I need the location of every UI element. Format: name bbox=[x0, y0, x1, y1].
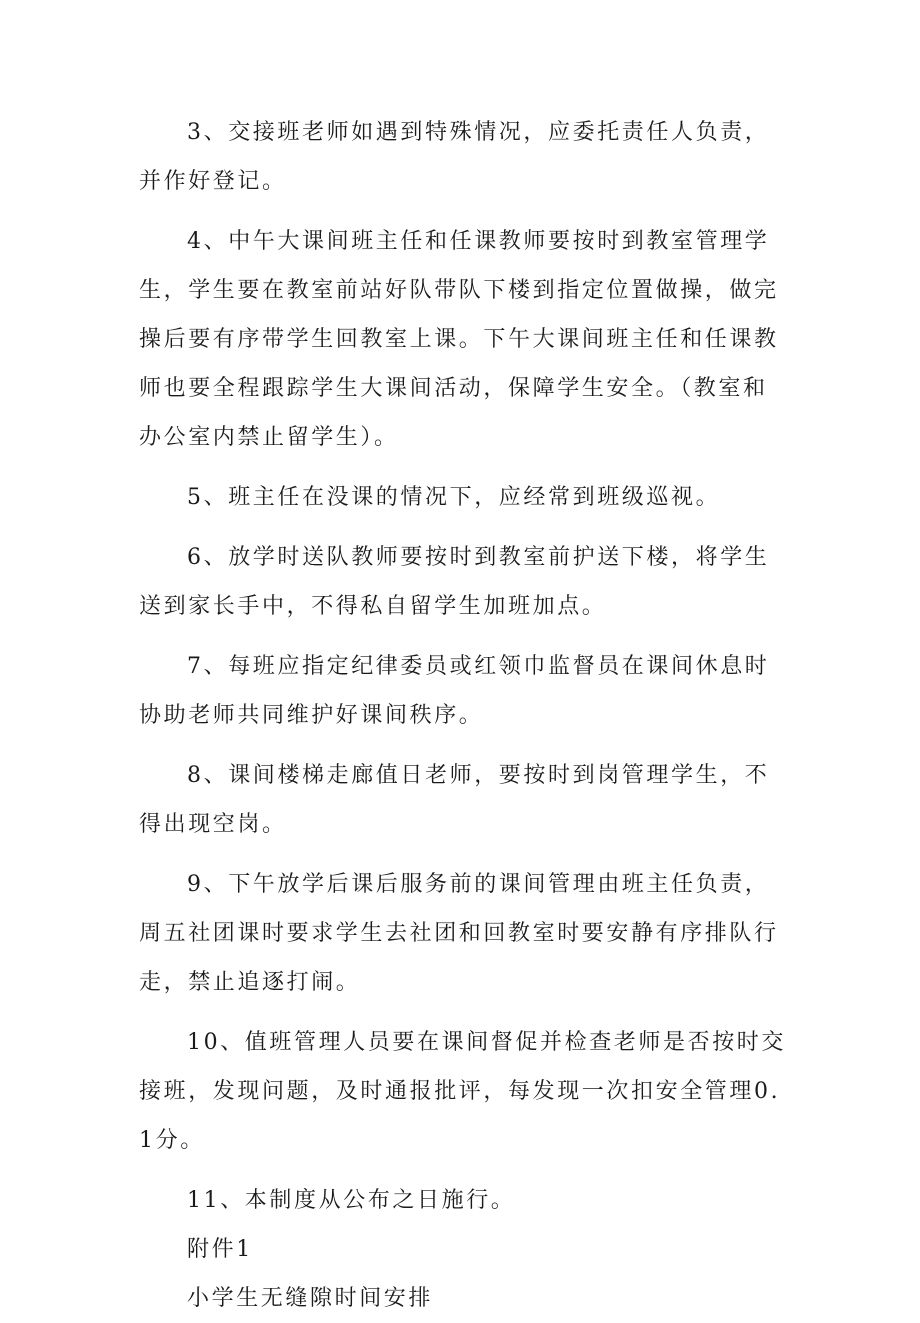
paragraph-rule-8: 8、课间楼梯走廊值日老师，要按时到岗管理学生，不得出现空岗。 bbox=[139, 763, 770, 837]
paragraph-rule-11: 11、本制度从公布之日施行。 bbox=[187, 1188, 516, 1213]
paragraph-rule-3: 3、交接班老师如遇到特殊情况，应委托责任人负责，并作好登记。 bbox=[139, 120, 770, 194]
attachment-title: 小学生无缝隙时间安排 bbox=[187, 1286, 434, 1311]
attachment-label: 附件1 bbox=[187, 1237, 253, 1262]
paragraph-rule-4: 4、中午大课间班主任和任课教师要按时到教室管理学生，学生要在教室前站好队带队下楼到指定位置做操，做完操后要有序带学生回教室上课。下午大课间班主任和任课教师也要全程跟踪学生大课间活动，保障学生安全。（教室和办公室内禁止留学生）。 bbox=[139, 229, 779, 450]
paragraph-rule-10: 10、值班管理人员要在课间督促并检查老师是否按时交接班，发现问题，及时通报批评，每发现一次扣安全管理0.1分。 bbox=[139, 1030, 786, 1153]
paragraph-rule-9: 9、下午放学后课后服务前的课间管理由班主任负责，周五社团课时要求学生去社团和回教室时要安静有序排队行走，禁止追逐打闹。 bbox=[139, 872, 779, 995]
paragraph-rule-7: 7、每班应指定纪律委员或红领巾监督员在课间休息时协助老师共同维护好课间秩序。 bbox=[139, 654, 770, 728]
paragraph-rule-6: 6、放学时送队教师要按时到教室前护送下楼，将学生送到家长手中，不得私自留学生加班加点。 bbox=[139, 545, 770, 619]
paragraph-rule-5: 5、班主任在没课的情况下，应经常到班级巡视。 bbox=[187, 485, 721, 510]
document-body bbox=[139, 108, 789, 1323]
